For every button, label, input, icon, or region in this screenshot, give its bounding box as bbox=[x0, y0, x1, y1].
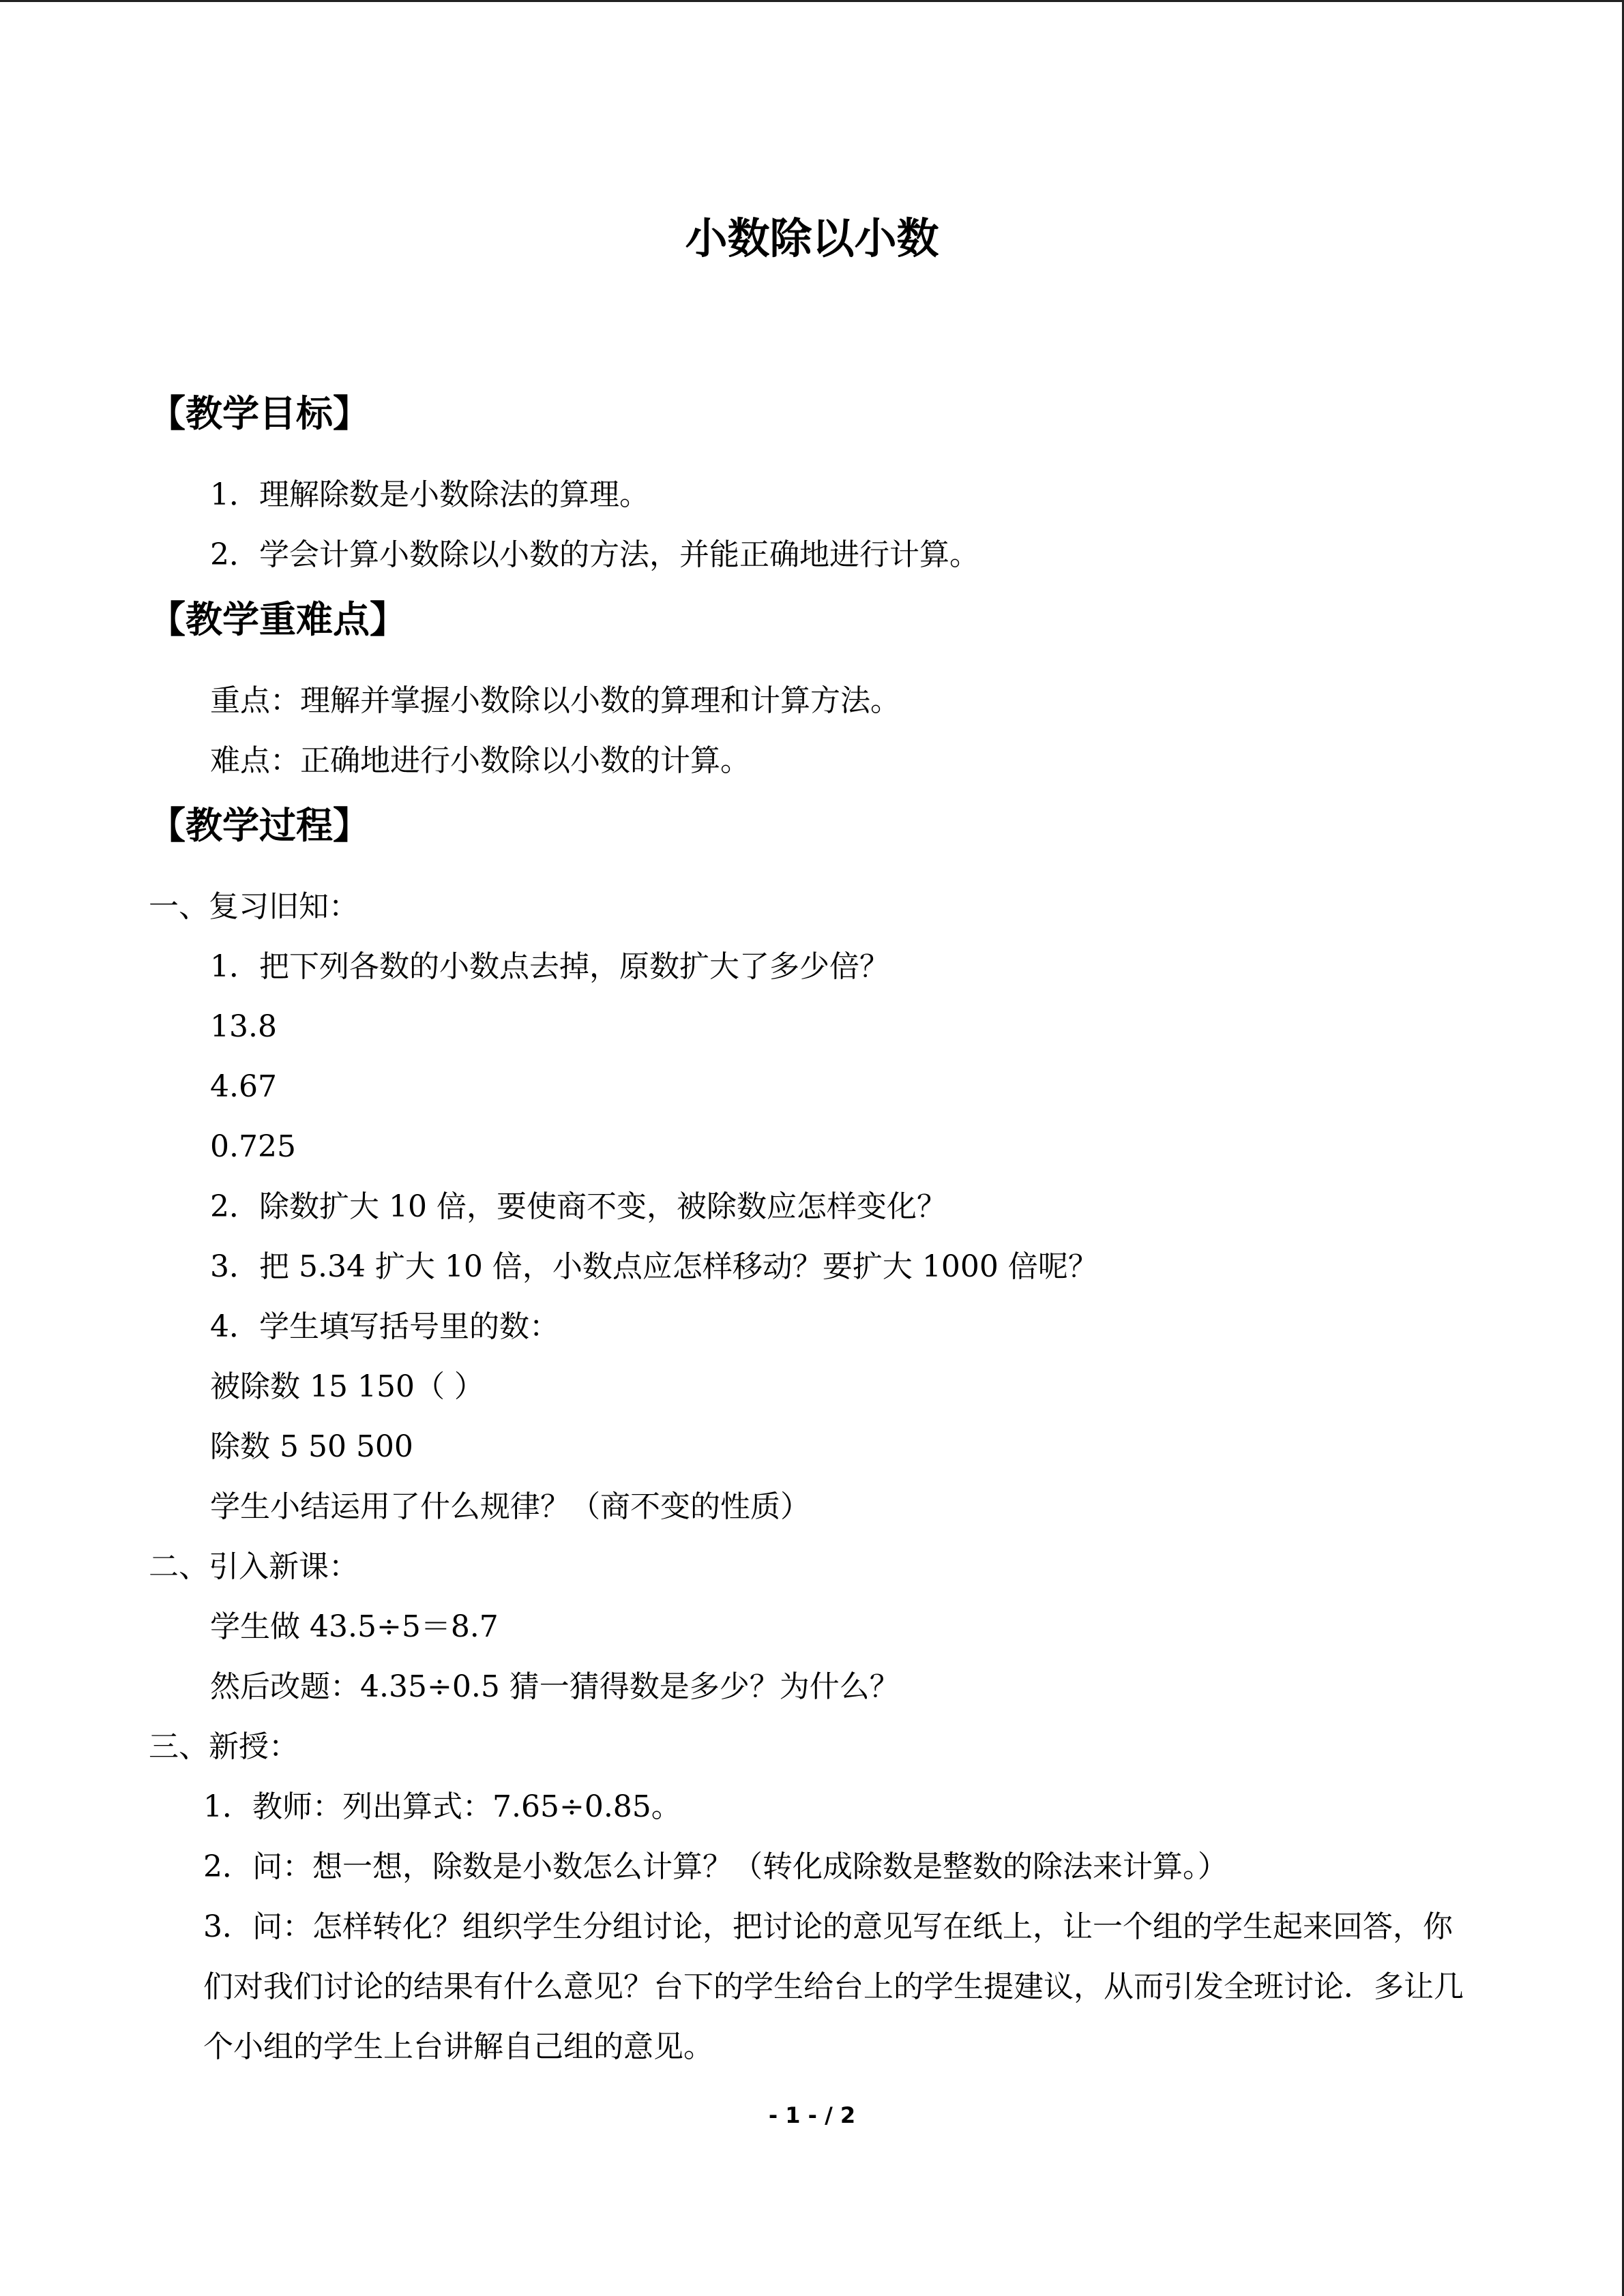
part1-line: 1．把下列各数的小数点去掉，原数扩大了多少倍？ bbox=[210, 949, 889, 984]
part1-line: 0.725 bbox=[210, 1129, 296, 1164]
part1-line: 13.8 bbox=[210, 1009, 277, 1044]
part2-line: 学生做 43.5÷5＝8.7 bbox=[210, 1609, 499, 1644]
part1-line: 学生小结运用了什么规律？（商不变的性质） bbox=[210, 1489, 810, 1524]
key-point-item: 重点：理解并掌握小数除以小数的算理和计算方法。 bbox=[210, 683, 900, 718]
part3-line: 2．问：想一想，除数是小数怎么计算？（转化成除数是整数的除法来计算。） bbox=[203, 1849, 1228, 1884]
heading-key-points: 【教学重难点】 bbox=[149, 598, 407, 641]
goal-item-1: 1．理解除数是小数除法的算理。 bbox=[210, 477, 649, 512]
part1-line: 4．学生填写括号里的数： bbox=[210, 1309, 559, 1344]
part1-title: 一、复习旧知： bbox=[149, 889, 359, 924]
difficult-point-item: 难点：正确地进行小数除以小数的计算。 bbox=[210, 743, 750, 778]
part1-line: 被除数 15 150（ ） bbox=[210, 1369, 484, 1404]
page-border-top bbox=[0, 0, 1624, 2]
goal-item-2: 2．学会计算小数除以小数的方法，并能正确地进行计算。 bbox=[210, 537, 979, 572]
heading-teaching-process: 【教学过程】 bbox=[149, 804, 370, 847]
part3-paragraph: 3．问：怎样转化？组织学生分组讨论，把讨论的意见写在纸上，让一个组的学生起来回答，你们对我们讨论的结果有什么意见？台下的学生给台上的学生提建议，从而引发全班讨论．多让几个小组的学生上台讲解自己组的意见。 bbox=[203, 1909, 1464, 2064]
page-number: - 1 - / 2 bbox=[768, 2102, 856, 2128]
document-title: 小数除以小数 bbox=[685, 213, 939, 263]
part2-line: 然后改题：4.35÷0.5 猜一猜得数是多少？为什么？ bbox=[210, 1669, 900, 1704]
part1-line: 4.67 bbox=[210, 1069, 277, 1104]
part3-title: 三、新授： bbox=[149, 1729, 299, 1764]
part1-line: 3．把 5.34 扩大 10 倍，小数点应怎样移动？要扩大 1000 倍呢？ bbox=[210, 1249, 1098, 1284]
part2-title: 二、引入新课： bbox=[149, 1549, 359, 1584]
part1-line: 除数 5 50 500 bbox=[210, 1429, 413, 1464]
part1-line: 2．除数扩大 10 倍，要使商不变，被除数应怎样变化？ bbox=[210, 1189, 947, 1224]
heading-teaching-goals: 【教学目标】 bbox=[149, 392, 370, 435]
part3-line: 1．教师：列出算式：7.65÷0.85。 bbox=[203, 1789, 681, 1824]
